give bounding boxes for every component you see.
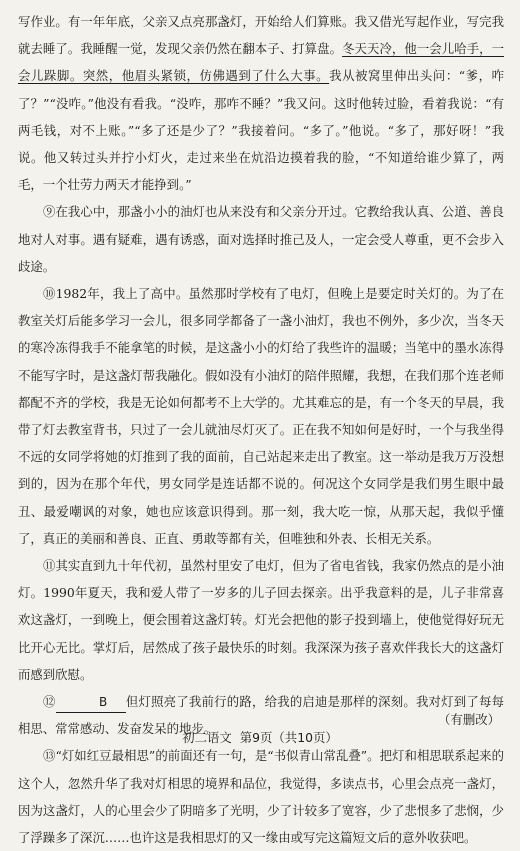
paragraph-8-text: 写作业。有一年年底，父亲又点亮那盏灯，开始给人们算账。我又借光写起作业，写完我就去睡了。我睡醒一觉，发现父亲仍然在翻本子、打算盘。 — [18, 14, 504, 57]
paragraph-11: ⑪其实直到九十年代初，虽然村里安了电灯，但为了省电省钱，我家仍然点的是小油灯。1990年夏天，我和爱人带了一岁多的儿子回去探亲。出乎我意料的是，儿子非常喜欢这盏灯，一到晚上，便会围着这盏灯转。灯光会把他的影子投到墙上，使他觉得好玩无比开心无比。掌灯后，居然成了孩子最快乐的时刻。我深深为孩子喜欢伴我长大的这盏灯而感到欣慰。 — [18, 558, 504, 682]
page-footer — [0, 728, 520, 746]
paragraph-9: ⑨在我心中，那盏小小的油灯也从来没有和父亲分开过。它教给我认真、公道、善良地对人对事。遇有疑难，遇有诱惑，面对选择时推己及人，一定会受人尊重，更不会步入歧途。 — [18, 204, 504, 274]
paragraph-10: ⑩1982年，我上了高中。虽然那时学校有了电灯，但晚上是要定时关灯的。为了在教室关灯后能多学习一会儿，很多同学都备了一盏小油灯，我也不例外，多少次，当冬天的寒冷冻得我手不能拿笔的时候，是这盏小小的灯给了我些许的温暖；当笔中的墨水冻得不能写字时，是这盏灯帮我融化。假如没有小油灯的陪伴照耀，我想，在我们那个连老师都配不齐的学校，我是无论如何都考不上大学的。尤其难忘的是，有一个冬天的早晨，我带了灯去教室背书，只过了一会儿就油尽灯灭了。正在我不知如何是好时，一个与我坐得不远的女同学将她的灯推到了我的面前，自己站起来走出了教室。这一举动是我万万没想到的，因为在那个年代，男女同学是连话都不说的。何况这个女同学是我们男生眼中最丑、最爱嘲讽的对象，她也应该意识得到。那一刻，我大吃一惊，从那天起，我似乎懂了，真正的美丽和善良、正直、勇敢等都有关，但唯独和外表、长相无关系。 — [18, 286, 504, 546]
paragraph-8-tail: 我从被窝里伸出头问：“爹，咋了？”“没咋。”他没有看我。“没咋，那咋不睡？”我又问。这时他转过脸，看着我说：“有两毛钱，对不上账。”“多了还是少了？”我接着问。“多了。”他说。“多了，那好呀！”我说。他又转过头并拧小灯火，走过来坐在炕沿边摸着我的脸，“不知道给谁少算了，两毛，一个壮劳力两天才能挣到。” — [18, 68, 505, 193]
source-note: （有删改） — [438, 712, 500, 727]
paragraph-12-text: 但灯照亮了我前行的路，给我的启迪是那样的深刻。我对灯到了每每相思、常常感动、发奋发呆的地步。 — [18, 694, 505, 737]
fill-in-blank: B — [56, 692, 126, 713]
footer-subject: 初二语文 — [182, 730, 232, 745]
paragraph-8-continued — [18, 8, 504, 198]
paragraph-13: ⑬“灯如红豆最相思”的前面还有一句，是“书似青山常乱叠”。把灯和相思联系起来的这个人，忽然升华了我对灯相思的境界和品位，我觉得，多读点书，心里会点亮一盏灯，因为这盏灯，人的心里会少了阴暗多了光明，少了计较多了宽容，少了悲恨多了悲悯，少了浮躁多了深沉……也许这是我相思灯的又一缘由或写完这篇短文后的意外收获吧。 — [18, 748, 504, 846]
footer-page-number: 第9页（共10页） — [239, 730, 338, 745]
underlined-sentence: 冬天天冷，他一会儿哈手，一会儿跺脚。突然，他眉头紧锁，仿佛遇到了什么大事。 — [18, 41, 505, 84]
article-body — [18, 8, 504, 851]
paragraph-12-number: ⑫ — [43, 694, 56, 710]
